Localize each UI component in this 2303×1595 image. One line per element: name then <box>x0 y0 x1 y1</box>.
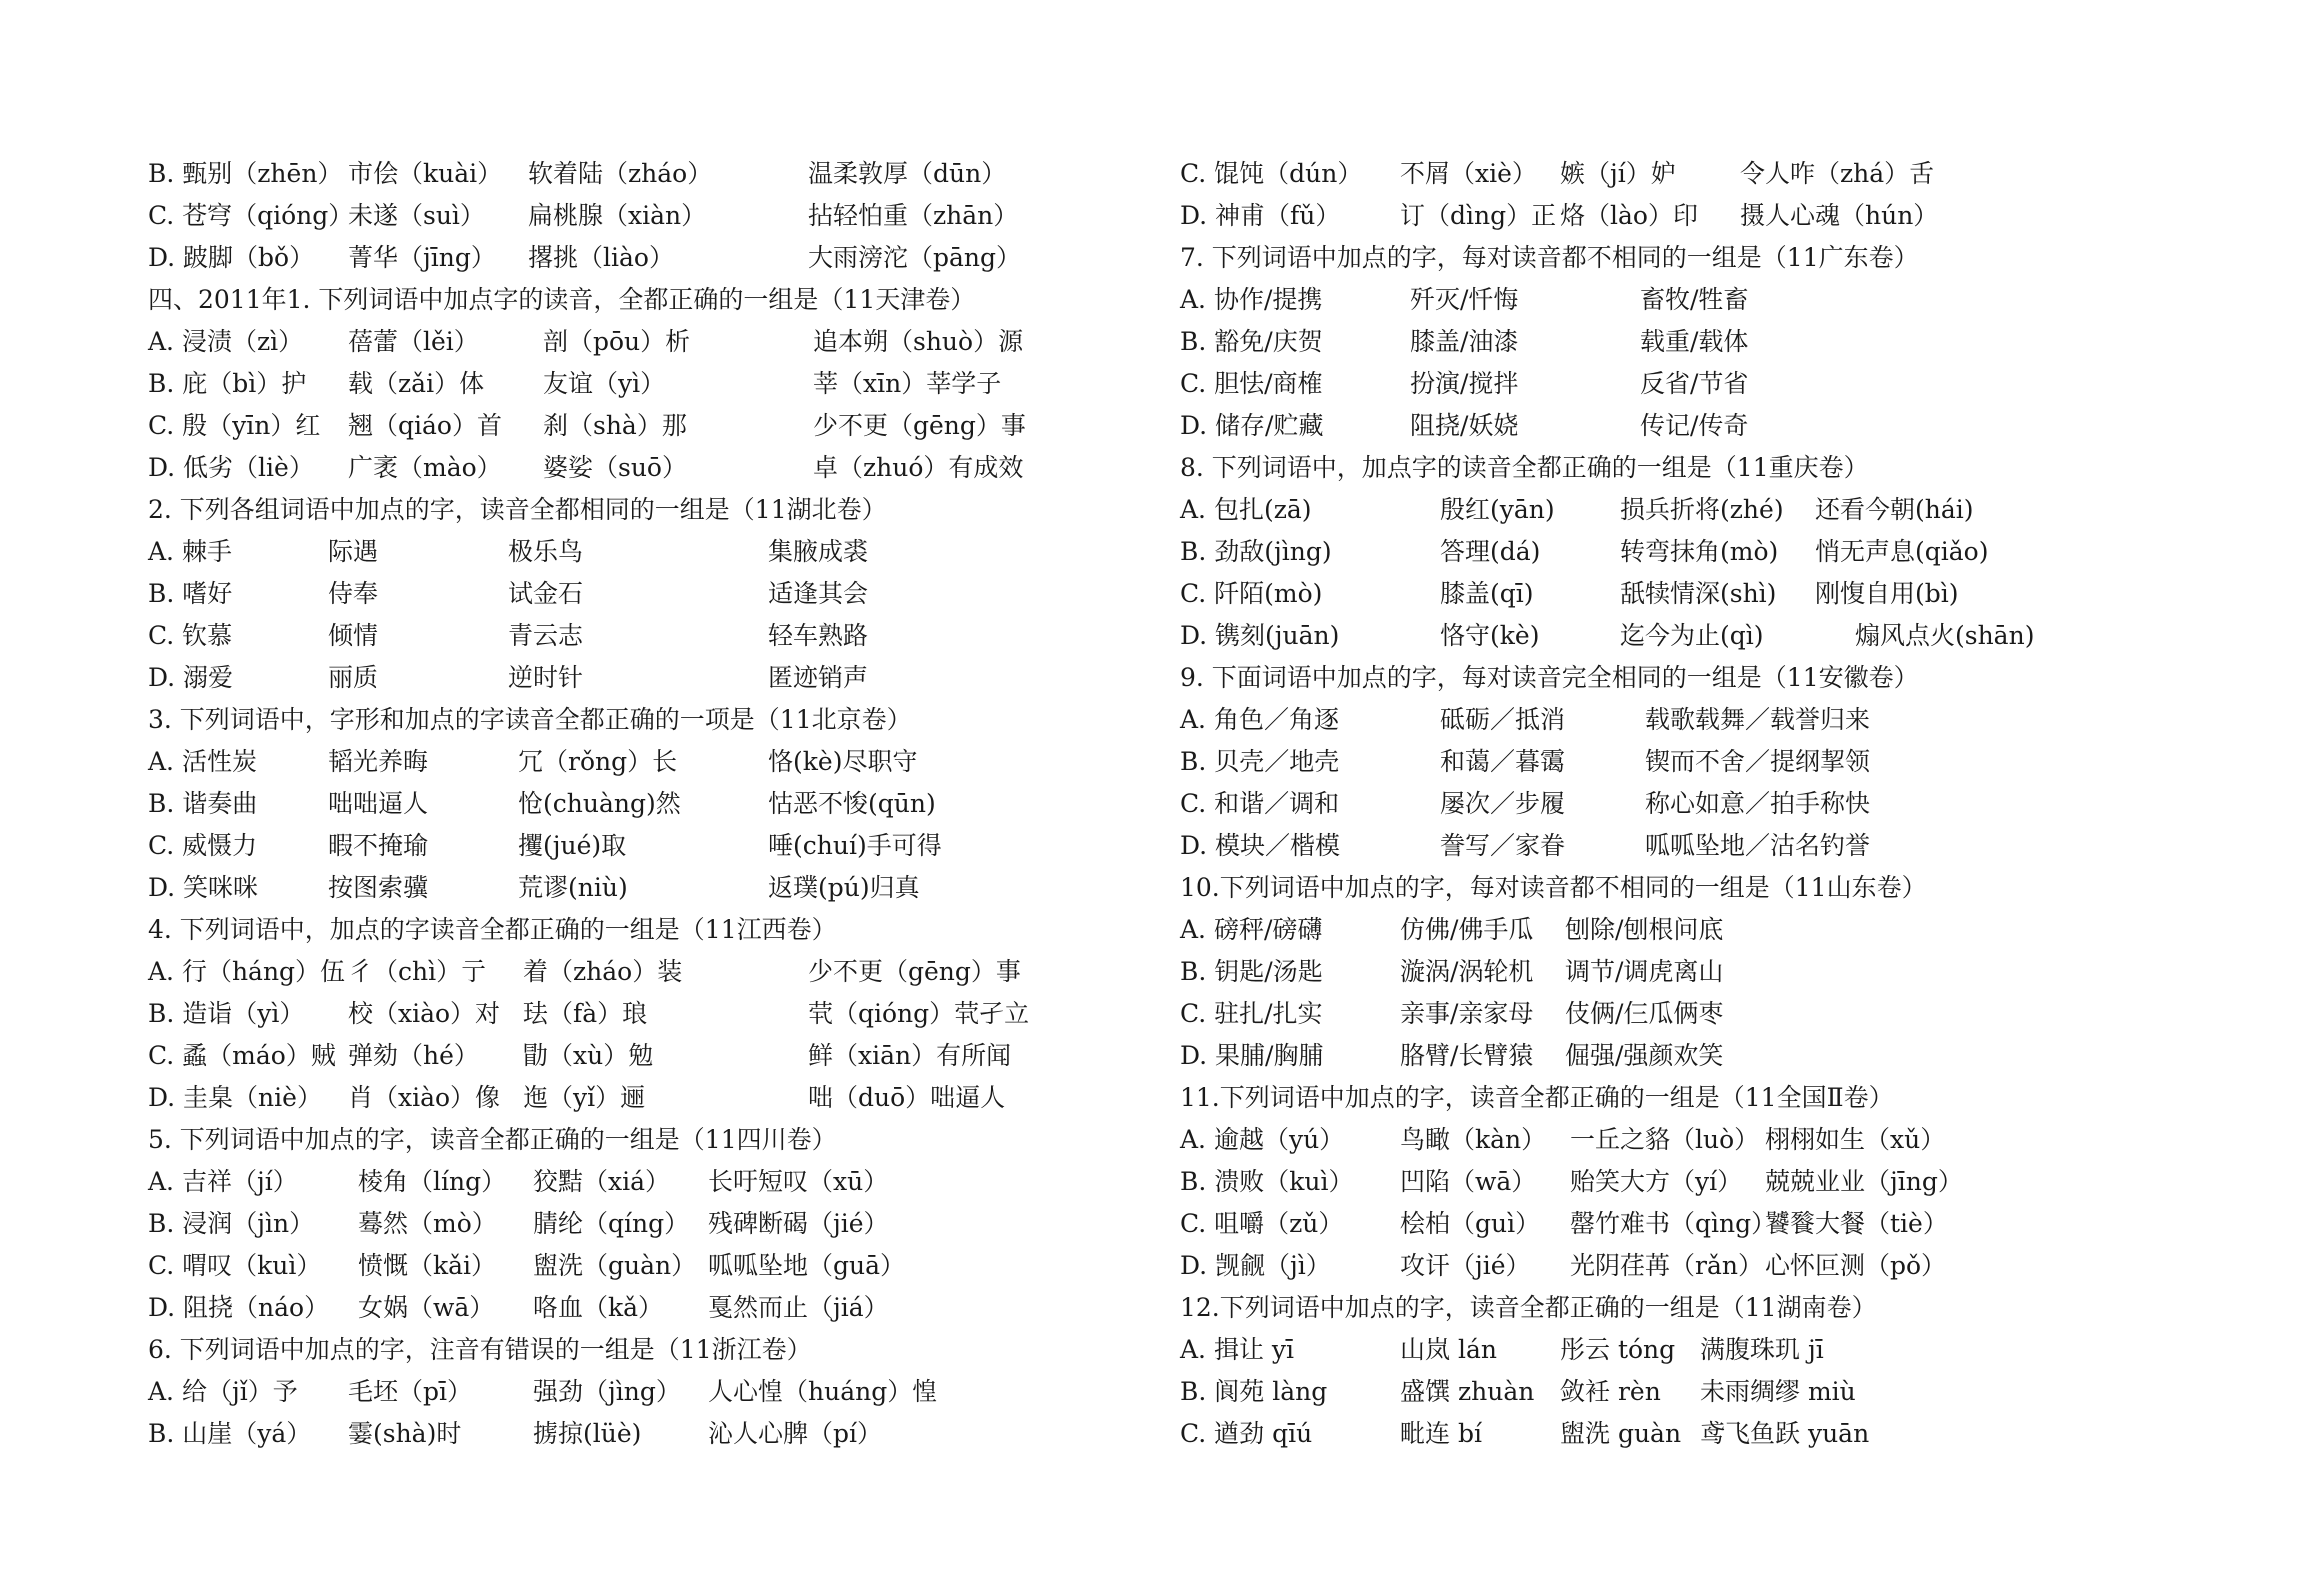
option-first-item: A. 磅秤/磅礴 <box>1180 915 1323 944</box>
option-first-item: A. 行（háng）伍 <box>148 957 346 986</box>
option-item: 婆娑（suō） <box>543 453 687 482</box>
option-first-item: C. 蟊（máo）贼 <box>148 1041 336 1070</box>
option-line <box>1180 573 2280 615</box>
option-first-item: D. 神甫（fǔ） <box>1180 201 1341 230</box>
option-item: 仿佛/佛手瓜 <box>1400 915 1534 944</box>
option-item: 贻笑大方（yí） <box>1570 1167 1743 1196</box>
option-item: 怙恶不悛(qūn) <box>768 789 936 818</box>
option-item: 按图索骥 <box>328 873 429 902</box>
option-line <box>1180 1035 2280 1077</box>
option-item: 珐（fà）琅 <box>523 999 648 1028</box>
option-item: 转弯抹角(mò) <box>1620 537 1779 566</box>
option-line <box>148 615 1148 657</box>
option-first-item: A. 吉祥（jí） <box>148 1167 298 1196</box>
option-first-item: D. 觊觎（jì） <box>1180 1251 1331 1280</box>
option-item: 长吁短叹（xū） <box>708 1167 889 1196</box>
option-item: 撂挑（liào） <box>528 243 674 272</box>
option-item: 咄（duō）咄逼人 <box>808 1083 1006 1112</box>
option-item: 愤慨（kǎi） <box>358 1251 497 1280</box>
option-line <box>1180 699 2280 741</box>
option-item: 摄人心魂（hún） <box>1740 201 1939 230</box>
option-line <box>1180 363 2280 405</box>
question-text: 12.下列词语中加点的字，读音全都正确的一组是（11湖南卷） <box>1180 1293 1877 1322</box>
option-line <box>148 783 1148 825</box>
option-item: 迤（yǐ）逦 <box>523 1083 646 1112</box>
option-item: 莘（xīn）莘学子 <box>813 369 1002 398</box>
option-item: 呱呱坠地／沽名钓誉 <box>1645 831 1871 860</box>
option-line <box>148 531 1148 573</box>
option-first-item: C. 和谐／调和 <box>1180 789 1340 818</box>
option-item: 胳臂/长臂猿 <box>1400 1041 1534 1070</box>
option-item: 倾情 <box>328 621 379 650</box>
option-line <box>148 1203 1148 1245</box>
question-stem <box>1180 1287 2280 1329</box>
option-line <box>148 993 1148 1035</box>
question-text: 8. 下列词语中，加点字的读音全都正确的一组是（11重庆卷） <box>1180 453 1869 482</box>
option-line <box>1180 279 2280 321</box>
option-item: 烙（lào）印 <box>1560 201 1698 230</box>
option-item: 罄竹难书（qìng） <box>1570 1209 1777 1238</box>
option-item: 饕餮大餐（tiè） <box>1765 1209 1948 1238</box>
option-first-item: A. 给（jǐ）予 <box>148 1377 298 1406</box>
question-stem <box>148 699 1148 741</box>
option-item: 茕（qióng）茕孑立 <box>808 999 1030 1028</box>
option-item: 迄今为止(qì) <box>1620 621 1764 650</box>
option-item: 订（dìng）正 <box>1400 201 1557 230</box>
option-first-item: C. 遒劲 qīú <box>1180 1419 1313 1448</box>
left-column <box>148 153 1148 1455</box>
option-line <box>1180 615 2280 657</box>
option-item: 青云志 <box>508 621 584 650</box>
option-first-item: C. 阡陌(mò) <box>1180 579 1323 608</box>
option-item: 恪(kè)尽职守 <box>768 747 918 776</box>
option-line <box>148 825 1148 867</box>
option-item: 鲜（xiān）有所闻 <box>808 1041 1012 1070</box>
option-line <box>1180 951 2280 993</box>
option-item: 损兵折将(zhé) <box>1620 495 1784 524</box>
option-item: 唾(chuí)手可得 <box>768 831 942 860</box>
option-item: 刚愎自用(bì) <box>1815 579 1959 608</box>
option-line <box>1180 153 2280 195</box>
option-line <box>1180 405 2280 447</box>
option-item: 扮演/搅拌 <box>1410 369 1519 398</box>
question-stem <box>1180 1077 2280 1119</box>
option-line <box>1180 993 2280 1035</box>
option-line <box>148 321 1148 363</box>
option-first-item: D. 圭臬（niè） <box>148 1083 322 1112</box>
option-first-item: A. 浸渍（zì） <box>148 327 304 356</box>
option-first-item: D. 笑咪咪 <box>148 873 259 902</box>
option-item: 市侩（kuài） <box>348 159 503 188</box>
option-first-item: B. 谐奏曲 <box>148 789 258 818</box>
option-first-item: B. 甄别（zhēn） <box>148 159 343 188</box>
option-item: 光阴荏苒（rǎn） <box>1570 1251 1763 1280</box>
option-item: 盥洗（guàn） <box>533 1251 697 1280</box>
option-first-item: B. 贝壳／地壳 <box>1180 747 1340 776</box>
option-first-item: A. 逾越（yú） <box>1180 1125 1345 1154</box>
option-line <box>148 405 1148 447</box>
option-line <box>1180 195 2280 237</box>
question-stem <box>1180 867 2280 909</box>
option-item: 反省/节省 <box>1640 369 1749 398</box>
question-text: 3. 下列词语中，字形和加点的字读音全都正确的一项是（11北京卷） <box>148 705 912 734</box>
option-first-item: A. 包扎(zā) <box>1180 495 1312 524</box>
option-item: 侍奉 <box>328 579 379 608</box>
option-item: 殷红(yān) <box>1440 495 1555 524</box>
option-item: 掳掠(lüè) <box>533 1419 642 1448</box>
question-text: 6. 下列词语中加点的字，注音有错误的一组是（11浙江卷） <box>148 1335 812 1364</box>
option-item: 匿迹销声 <box>768 663 869 692</box>
option-first-item: B. 造诣（yì） <box>148 999 305 1028</box>
option-item: 广袤（mào） <box>348 453 502 482</box>
option-item: 畜牧/牲畜 <box>1640 285 1749 314</box>
option-first-item: D. 跛脚（bǒ） <box>148 243 315 272</box>
option-item: 不屑（xiè） <box>1400 159 1537 188</box>
question-text: 4. 下列词语中，加点的字读音全都正确的一组是（11江西卷） <box>148 915 837 944</box>
option-item: 轻车熟路 <box>768 621 869 650</box>
option-item: 肖（xiào）像 <box>348 1083 501 1112</box>
option-item: 怆(chuàng)然 <box>518 789 681 818</box>
option-line <box>1180 909 2280 951</box>
question-stem <box>148 489 1148 531</box>
option-item: 倔强/强颜欢笑 <box>1565 1041 1724 1070</box>
question-stem <box>1180 237 2280 279</box>
option-first-item: C. 殷（yīn）红 <box>148 411 321 440</box>
option-item: 温柔敦厚（dūn） <box>808 159 1007 188</box>
option-line <box>148 1371 1148 1413</box>
option-line <box>1180 1413 2280 1455</box>
option-item: 阻挠/妖娆 <box>1410 411 1519 440</box>
question-stem <box>1180 657 2280 699</box>
option-item: 际遇 <box>328 537 379 566</box>
option-first-item: D. 溺爱 <box>148 663 234 692</box>
option-item: 一丘之貉（luò） <box>1570 1125 1760 1154</box>
option-line <box>1180 321 2280 363</box>
question-text: 11.下列词语中加点的字，读音全都正确的一组是（11全国Ⅱ卷） <box>1180 1083 1894 1112</box>
question-stem <box>148 279 1148 321</box>
option-item: 女娲（wā） <box>358 1293 495 1322</box>
option-item: 和蔼／暮霭 <box>1440 747 1566 776</box>
option-item: 未雨绸缪 miù <box>1700 1377 1856 1406</box>
option-line <box>148 1035 1148 1077</box>
option-first-item: B. 山崖（yá） <box>148 1419 312 1448</box>
option-first-item: C. 喟叹（kuì） <box>148 1251 322 1280</box>
option-line <box>1180 531 2280 573</box>
option-item: 漩涡/涡轮机 <box>1400 957 1534 986</box>
option-item: 卓（zhuó）有成效 <box>813 453 1024 482</box>
option-line <box>148 657 1148 699</box>
question-text: 9. 下面词语中加点的字，每对读音完全相同的一组是（11安徽卷） <box>1180 663 1919 692</box>
option-item: 悄无声息(qiǎo) <box>1815 537 1989 566</box>
option-first-item: A. 揖让 yī <box>1180 1335 1295 1364</box>
question-text: 5. 下列词语中加点的字，读音全都正确的一组是（11四川卷） <box>148 1125 837 1154</box>
option-first-item: B. 豁免/庆贺 <box>1180 327 1323 356</box>
option-line <box>1180 489 2280 531</box>
option-item: 攫(jué)取 <box>518 831 627 860</box>
option-item: 集腋成裘 <box>768 537 869 566</box>
option-item: 盛馔 zhuàn <box>1400 1377 1535 1406</box>
option-item: 栩栩如生（xǔ） <box>1765 1125 1946 1154</box>
option-item: 誊写／家眷 <box>1440 831 1566 860</box>
option-item: 传记/传奇 <box>1640 411 1749 440</box>
option-item: 心怀叵测（pǒ） <box>1765 1251 1947 1280</box>
option-item: 敛衽 rèn <box>1560 1377 1661 1406</box>
question-stem <box>1180 447 2280 489</box>
option-item: 追本朔（shuò）源 <box>813 327 1024 356</box>
option-line <box>1180 741 2280 783</box>
option-item: 少不更（gēng）事 <box>813 411 1026 440</box>
option-line <box>1180 825 2280 867</box>
question-text: 10.下列词语中加点的字，每对读音都不相同的一组是（11山东卷） <box>1180 873 1927 902</box>
option-item: 冗（rǒng）长 <box>518 747 678 776</box>
option-item: 少不更（gēng）事 <box>808 957 1021 986</box>
option-item: 大雨滂沱（pāng） <box>808 243 1022 272</box>
option-item: 棱角（líng） <box>358 1167 507 1196</box>
option-item: 拈轻怕重（zhān） <box>808 201 1019 230</box>
option-first-item: C. 威慑力 <box>148 831 258 860</box>
option-item: 刨除/刨根问底 <box>1565 915 1724 944</box>
option-item: 令人咋（zhá）舌 <box>1740 159 1935 188</box>
option-item: 试金石 <box>508 579 584 608</box>
option-item: 戛然而止（jiá） <box>708 1293 889 1322</box>
option-line <box>148 1413 1148 1455</box>
option-item: 菁华（jīng） <box>348 243 496 272</box>
option-first-item: B. 钥匙/汤匙 <box>1180 957 1323 986</box>
option-item: 答理(dá) <box>1440 537 1541 566</box>
option-first-item: C. 胆怯/商榷 <box>1180 369 1323 398</box>
option-first-item: D. 阻挠（náo） <box>148 1293 330 1322</box>
option-line <box>1180 1161 2280 1203</box>
option-item: 舐犊情深(shì) <box>1620 579 1777 608</box>
option-item: 攻讦（jié） <box>1400 1251 1531 1280</box>
option-item: 腈纶（qíng） <box>533 1209 690 1238</box>
question-text: 四、2011年1. 下列词语中加点字的读音，全都正确的一组是（11天津卷） <box>148 285 976 314</box>
option-item: 彳（chì）亍 <box>348 957 487 986</box>
option-item: 称心如意／拍手称快 <box>1645 789 1871 818</box>
option-line <box>148 363 1148 405</box>
option-item: 煽风点火(shān) <box>1855 621 2035 650</box>
option-first-item: B. 劲敌(jìng) <box>1180 537 1332 566</box>
option-line <box>148 447 1148 489</box>
option-line <box>148 1287 1148 1329</box>
option-item: 霎(shà)时 <box>348 1419 462 1448</box>
option-item: 山岚 lán <box>1400 1335 1497 1364</box>
option-item: 荒谬(niù) <box>518 873 628 902</box>
option-item: 适逢其会 <box>768 579 869 608</box>
option-first-item: C. 钦慕 <box>148 621 233 650</box>
option-line <box>148 1077 1148 1119</box>
option-line <box>1180 783 2280 825</box>
option-line <box>1180 1245 2280 1287</box>
option-item: 咄咄逼人 <box>328 789 429 818</box>
option-item: 软着陆（zháo） <box>528 159 713 188</box>
option-item: 盥洗 guàn <box>1560 1419 1682 1448</box>
option-item: 蓓蕾（lěi） <box>348 327 479 356</box>
option-item: 鸢飞鱼跃 yuān <box>1700 1419 1870 1448</box>
option-item: 调节/调虎离山 <box>1565 957 1724 986</box>
option-first-item: A. 棘手 <box>148 537 232 566</box>
option-first-item: C. 馄饨（dún） <box>1180 159 1363 188</box>
question-stem <box>148 1329 1148 1371</box>
option-item: 呱呱坠地（guā） <box>708 1251 906 1280</box>
option-item: 极乐鸟 <box>508 537 584 566</box>
right-column <box>1180 153 2280 1455</box>
option-item: 载重/载体 <box>1640 327 1749 356</box>
question-text: 7. 下列词语中加点的字，每对读音都不相同的一组是（11广东卷） <box>1180 243 1919 272</box>
option-item: 翘（qiáo）首 <box>348 411 502 440</box>
option-item: 膝盖/油漆 <box>1410 327 1519 356</box>
option-first-item: B. 阆苑 làng <box>1180 1377 1328 1406</box>
option-item: 鸟瞰（kàn） <box>1400 1125 1547 1154</box>
option-item: 狡黠（xiá） <box>533 1167 670 1196</box>
option-item: 恪守(kè) <box>1440 621 1540 650</box>
option-item: 强劲（jìng） <box>533 1377 681 1406</box>
question-stem <box>148 1119 1148 1161</box>
option-item: 剖（pōu）析 <box>543 327 691 356</box>
option-first-item: B. 庇（bì）护 <box>148 369 307 398</box>
option-line <box>148 1245 1148 1287</box>
option-first-item: D. 果脯/胸脯 <box>1180 1041 1324 1070</box>
option-item: 嫉（jí）妒 <box>1560 159 1676 188</box>
option-item: 桧柏（guì） <box>1400 1209 1541 1238</box>
option-first-item: D. 模块／楷模 <box>1180 831 1341 860</box>
option-line <box>1180 1329 2280 1371</box>
option-item: 韬光养晦 <box>328 747 429 776</box>
option-item: 人心惶（huáng）惶 <box>708 1377 938 1406</box>
option-first-item: B. 嗜好 <box>148 579 233 608</box>
option-item: 返璞(pú)归真 <box>768 873 920 902</box>
option-line <box>148 153 1148 195</box>
option-item: 亲事/亲家母 <box>1400 999 1534 1028</box>
option-item: 毛坯（pī） <box>348 1377 472 1406</box>
option-item: 彤云 tóng <box>1560 1335 1676 1364</box>
option-line <box>1180 1371 2280 1413</box>
option-first-item: A. 活性炭 <box>148 747 257 776</box>
option-item: 屡次／步履 <box>1440 789 1566 818</box>
question-stem <box>148 909 1148 951</box>
option-line <box>148 573 1148 615</box>
option-item: 未遂（suì） <box>348 201 485 230</box>
option-first-item: D. 储存/贮藏 <box>1180 411 1324 440</box>
option-item: 还看今朝(hái) <box>1815 495 1974 524</box>
option-first-item: C. 苍穹（qióng） <box>148 201 354 230</box>
option-first-item: A. 角色／角逐 <box>1180 705 1339 734</box>
option-line <box>148 741 1148 783</box>
option-item: 沁人心脾（pí） <box>708 1419 882 1448</box>
option-item: 砥砺／抵消 <box>1440 705 1566 734</box>
option-item: 丽质 <box>328 663 379 692</box>
option-item: 友谊（yì） <box>543 369 666 398</box>
option-first-item: D. 低劣（liè） <box>148 453 314 482</box>
option-item: 扁桃腺（xiàn） <box>528 201 707 230</box>
option-item: 勖（xù）勉 <box>523 1041 654 1070</box>
option-item: 歼灭/忏悔 <box>1410 285 1519 314</box>
option-item: 弹劾（hé） <box>348 1041 479 1070</box>
option-item: 残碑断碣（jié） <box>708 1209 889 1238</box>
option-item: 逆时针 <box>508 663 584 692</box>
question-text: 2. 下列各组词语中加点的字，读音全都相同的一组是（11湖北卷） <box>148 495 887 524</box>
option-item: 满腹珠玑 jī <box>1700 1335 1824 1364</box>
option-line <box>148 195 1148 237</box>
option-first-item: C. 咀嚼（zǔ） <box>1180 1209 1344 1238</box>
option-line <box>148 1161 1148 1203</box>
option-item: 校（xiào）对 <box>348 999 501 1028</box>
option-item: 暇不掩瑜 <box>328 831 429 860</box>
option-item: 刹（shà）那 <box>543 411 687 440</box>
option-item: 兢兢业业（jīng） <box>1765 1167 1963 1196</box>
option-item: 毗连 bí <box>1400 1419 1482 1448</box>
option-line <box>1180 1119 2280 1161</box>
option-first-item: B. 溃败（kuì） <box>1180 1167 1354 1196</box>
option-item: 着（zháo）装 <box>523 957 683 986</box>
option-line <box>1180 1203 2280 1245</box>
option-first-item: B. 浸润（jìn） <box>148 1209 315 1238</box>
option-item: 锲而不舍／提纲挈领 <box>1645 747 1871 776</box>
option-item: 咯血（kǎ） <box>533 1293 664 1322</box>
option-item: 凹陷（wā） <box>1400 1167 1537 1196</box>
option-first-item: D. 镌刻(juān) <box>1180 621 1340 650</box>
option-item: 载歌载舞／载誉归来 <box>1645 705 1871 734</box>
option-line <box>148 867 1148 909</box>
option-line <box>148 237 1148 279</box>
option-item: 伎俩/仨瓜俩枣 <box>1565 999 1724 1028</box>
option-item: 膝盖(qī) <box>1440 579 1534 608</box>
option-first-item: C. 驻扎/扎实 <box>1180 999 1323 1028</box>
option-line <box>148 951 1148 993</box>
option-item: 载（zǎi）体 <box>348 369 485 398</box>
option-first-item: A. 协作/提携 <box>1180 285 1323 314</box>
option-item: 蓦然（mò） <box>358 1209 497 1238</box>
